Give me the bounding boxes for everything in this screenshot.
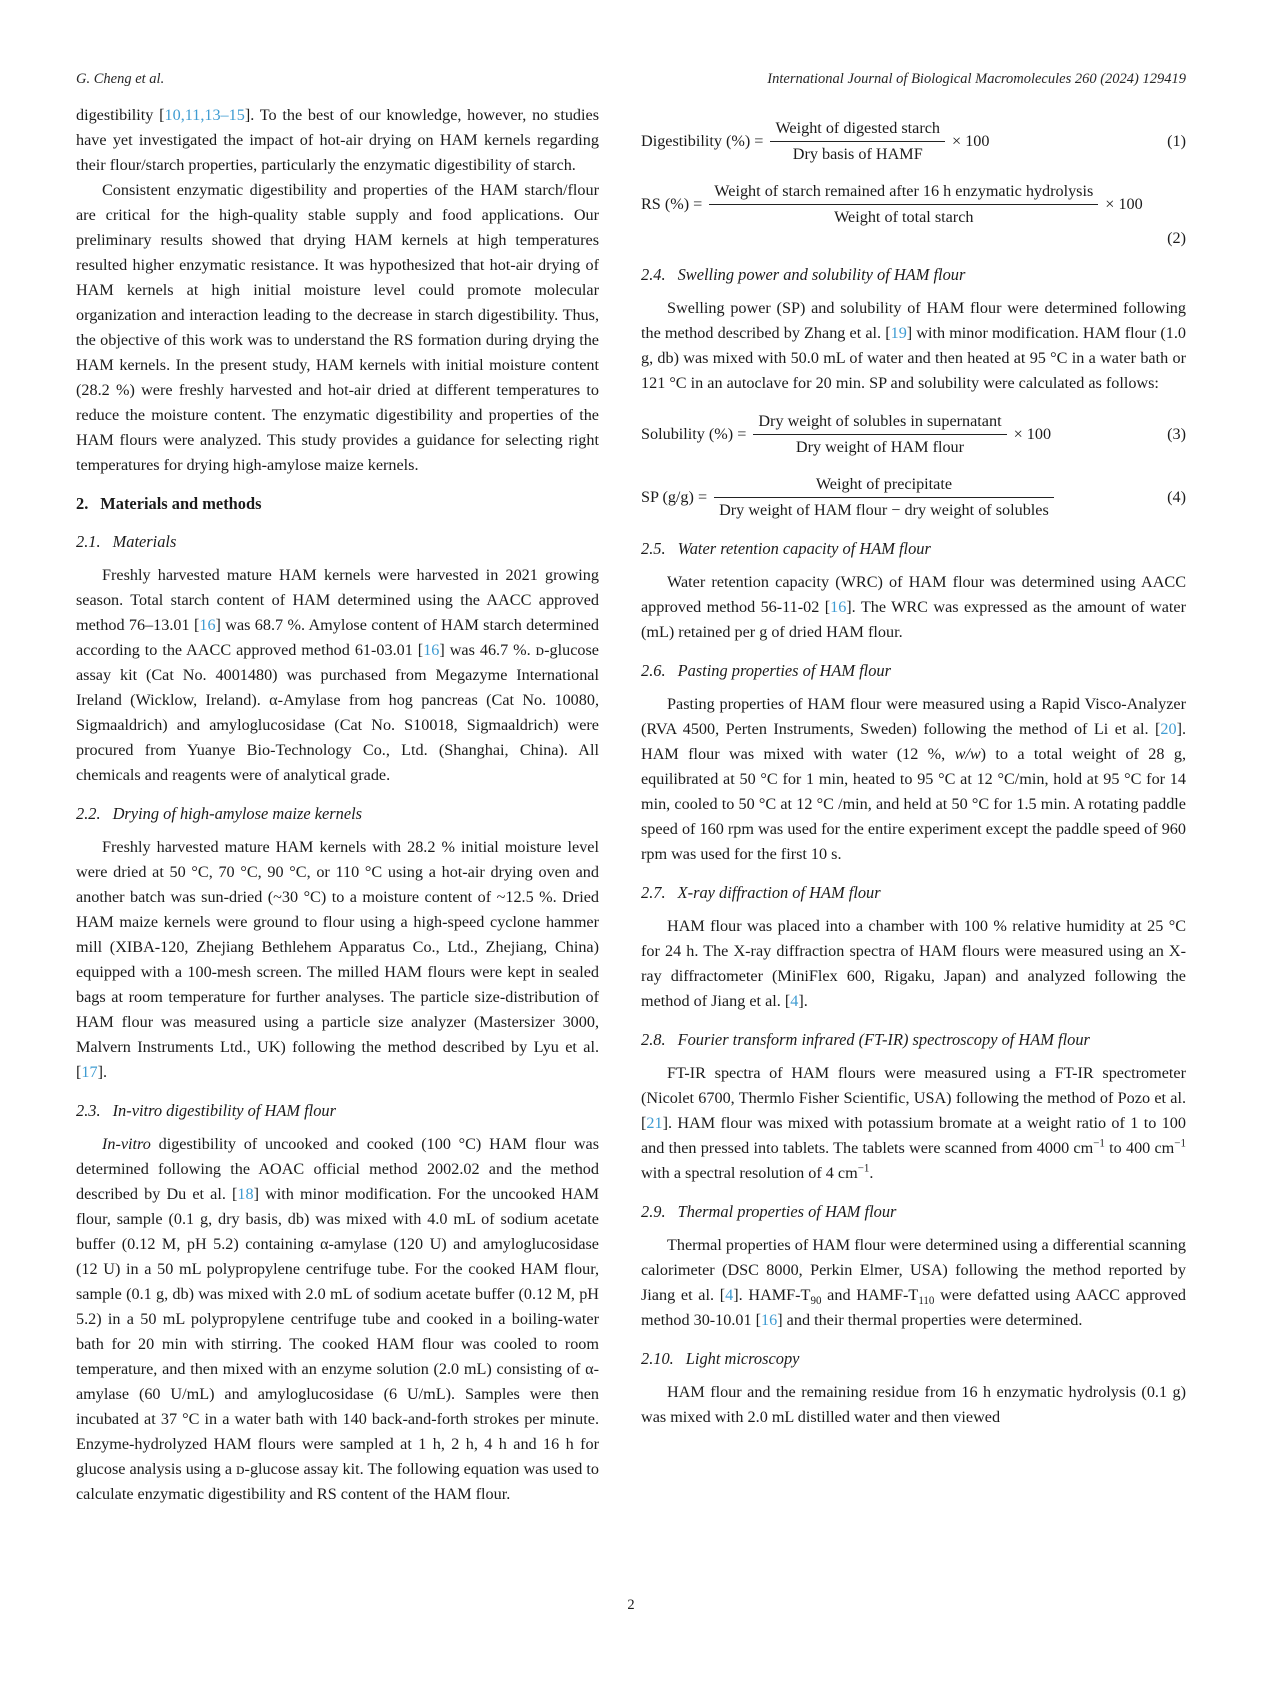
citation-link[interactable]: 16 [199,616,216,634]
equation-denominator: Weight of total starch [709,204,1098,229]
equation-denominator: Dry weight of HAM flour [753,434,1006,459]
subheading-swelling-power [641,262,1186,287]
equation-multiplier: × 100 [1105,195,1143,213]
subsection-title: Pasting properties of HAM flour [677,661,891,680]
subsection-title: Thermal properties of HAM flour [677,1202,897,1221]
paragraph-pasting-properties: Pasting properties of HAM flour were measured using a Rapid Visco-Analyzer (RVA 4500, Perten Instruments, Sweden) following the method of Li et al. [20]. HAM flour was mixed with water (12 %, w/w) to a total weight of 28 g, equilibrated at 50 °C for 1 min, heated to 95 °C at 12 °C/min, hold at 95 °C for 14 min, cooled to 50 °C at 12 °C /min, and held at 50 °C for 1.5 min. A rotating paddle speed of 160 rpm was used for the entire experiment except the paddle speed of 960 rpm was used for the first 10 s. [641,695,1186,863]
equation-swelling-power [641,473,1186,522]
subsection-number: 2.5. [641,539,666,558]
subheading-light-microscopy [641,1346,1186,1371]
equation-denominator: Dry basis of HAMF [770,141,945,166]
equation-number: (1) [1167,132,1186,150]
paragraph-swelling-power: Swelling power (SP) and solubility of HAM flour were determined following the method described by Zhang et al. [19] with minor modification. HAM flour (1.0 g, db) was mixed with 50.0 mL of water and then heated at 95 °C in a water bath or 121 °C in an autoclave for 20 min. SP and solubility were calculated as follows: [641,299,1187,392]
section-number: 2. [76,494,89,513]
heading-materials-and-methods [76,491,599,516]
subheading-xray-diffraction [641,880,1186,905]
equation-lhs: RS (%) = [641,195,703,213]
page-number: 2 [627,1597,635,1613]
subsection-title: Swelling power and solubility of HAM flour [677,265,966,284]
subheading-materials [76,529,599,554]
paragraph-xray-diffraction: HAM flour was placed into a chamber with 100 % relative humidity at 25 °C for 24 h. The X-ray diffraction spectra of HAM flours were measured using an X-ray diffractometer (MiniFlex 600, Rigaku, Japan) and analyzed following the method of Jiang et al. [4]. [641,917,1186,1010]
section-title: Materials and methods [100,494,262,513]
paragraph-water-retention: Water retention capacity (WRC) of HAM flour was determined using AACC approved method 56-11-02 [16]. The WRC was expressed as the amount of water (mL) retained per g of dried HAM flour. [641,573,1186,641]
paragraph-light-microscopy: HAM flour and the remaining residue from 16 h enzymatic hydrolysis (0.1 g) was mixed with 2.0 mL distilled water and then viewed [641,1383,1186,1426]
subsection-title: Drying of high-amylose maize kernels [112,804,363,823]
subsection-number: 2.9. [641,1202,666,1221]
subsection-title: Materials [112,532,177,551]
subheading-thermal-properties [641,1199,1186,1224]
subsection-number: 2.10. [641,1349,674,1368]
subsection-title: In-vitro digestibility of HAM flour [112,1101,336,1120]
paragraph-materials: Freshly harvested mature HAM kernels were harvested in 2021 growing season. Total starch content of HAM determined using the AACC approved method 76–13.01 [16] was 68.7 %. Amylose content of HAM starch determined according to the AACC approved method 61-03.01 [16] was 46.7 %. ᴅ-glucose assay kit (Cat No. 4001480) was purchased from Megazyme International Ireland (Wicklow, Ireland). α-Amylase from hog pancreas (Cat No. 10080, Sigmaaldrich) and amyloglucosidase (Cat No. S10018, Sigmaaldrich) were procured from Yuanye Bio-Technology Co., Ltd. (Shanghai, China). All chemicals and reagents were of analytical grade. [76,566,599,784]
equation-lhs: Solubility (%) = [641,425,747,443]
subheading-water-retention [641,536,1186,561]
citation-link[interactable]: 21 [646,1114,663,1132]
equation-numerator: Weight of digested starch [775,119,941,137]
subsection-title: Light microscopy [685,1349,800,1368]
citation-link[interactable]: 18 [237,1185,254,1203]
equation-multiplier: × 100 [952,132,990,150]
equation-rs [641,180,1186,229]
citation-link[interactable]: 16 [423,641,440,659]
equation-lhs: SP (g/g) = [641,488,708,506]
paragraph-intro-objective: Consistent enzymatic digestibility and properties of the HAM starch/flour are critical for the high-quality stable supply and food applications. Our preliminary results showed that drying HAM kernels at high temperatures resulted higher enzymatic resistance. It was hypothesized that hot-air drying of HAM kernels at high initial moisture level could promote molecular organization and interaction leading to the decrease in starch digestibility. Thus, the objective of this work was to understand the RS formation during drying the HAM kernels. In the present study, HAM kernels with initial moisture content (28.2 %) were freshly harvested and hot-air dried at different temperatures to reduce the moisture content. The enzymatic digestibility and properties of the HAM flours were analyzed. This study provides a guidance for selecting right temperatures for drying high-amylose maize kernels. [76,181,599,474]
equation-numerator: Dry weight of solubles in supernatant [758,412,1002,430]
equation-number: (3) [1167,425,1186,443]
subsection-title: Fourier transform infrared (FT-IR) spectroscopy of HAM flour [677,1030,1090,1049]
paragraph-intro-continuation: digestibility [10,11,13–15]. To the best of our knowledge, however, no studies have yet investigated the impact of hot-air drying on HAM kernels regarding their flour/starch properties, particularly the enzymatic digestibility of starch. [76,106,599,174]
subsection-number: 2.4. [641,265,666,284]
equation-numerator: Weight of starch remained after 16 h enzymatic hydrolysis [714,182,1094,200]
equation-lhs: Digestibility (%) = [641,132,764,150]
equation-numerator: Weight of precipitate [815,475,953,493]
citation-link[interactable]: 19 [890,324,907,342]
paragraph-in-vitro-digestibility: In-vitro digestibility of uncooked and cooked (100 °C) HAM flour was determined following the AOAC official method 2002.02 and the method described by Du et al. [18] with minor modification. For the uncooked HAM flour, sample (0.1 g, dry basis, db) was mixed with 4.0 mL of sodium acetate buffer (0.12 M, pH 5.2) containing α-amylase (120 U) and amyloglucosidase (12 U) in a 50 mL polypropylene centrifuge tube. For the cooked HAM flour, sample (0.1 g, db) was mixed with 2.0 mL of sodium acetate buffer (0.12 M, pH 5.2) in a 50 mL polypropylene centrifuge tube and cooked in a boiling-water bath for 20 min with stirring. The cooked HAM flour was cooled to room temperature, and then mixed with an enzyme solution (2.0 mL) consisting of α-amylase (60 U/mL) and amyloglucosidase (6 U/mL). Samples were then incubated at 37 °C in a water bath with 140 back-and-forth strokes per minute. Enzyme-hydrolyzed HAM flours were sampled at 1 h, 2 h, 4 h and 16 h for glucose analysis using a ᴅ-glucose assay kit. The following equation was used to calculate enzymatic digestibility and RS content of the HAM flour. [76,1135,599,1503]
running-header-journal: International Journal of Biological Macromolecules 260 (2024) 129419 [767,71,1186,87]
subheading-ftir-spectroscopy [641,1027,1186,1052]
equation-number: (4) [1167,488,1186,506]
equation-fraction [709,180,1098,229]
subsection-number: 2.1. [76,532,101,551]
subsection-number: 2.6. [641,661,666,680]
paragraph-thermal-properties: Thermal properties of HAM flour were determined using a differential scanning calorimeter (DSC 8000, Perkin Elmer, USA) following the method reported by Jiang et al. [4]. HAMF-$T_{90}$ and HAMF-$T_{110}$ were defatted using AACC approved method 30-10.01 [16] and their thermal properties were determined. [641,1236,1186,1329]
equation-fraction [753,410,1006,459]
equation-fraction [714,473,1054,522]
subsection-number: 2.8. [641,1030,666,1049]
subheading-in-vitro-digestibility [76,1098,599,1123]
subheading-pasting-properties [641,658,1186,683]
subsection-title: X-ray diffraction of HAM flour [677,883,881,902]
subsection-number: 2.3. [76,1101,101,1120]
paragraph-ftir-spectroscopy: FT-IR spectra of HAM flours were measured using a FT-IR spectrometer (Nicolet 6700, Thermlo Fisher Scientific, USA) following the method of Pozo et al. [21]. HAM flour was mixed with potassium bromate at a weight ratio of 1 to 100 and then pressed into tablets. The tablets were scanned from 4000 $cm^{-1}$ to 400 $cm^{-1}$ with a spectral resolution of 4 $cm^{-1}$. [641,1064,1186,1182]
subsection-title: Water retention capacity of HAM flour [677,539,931,558]
citation-link[interactable]: 16 [761,1311,778,1329]
citation-link[interactable]: 17 [81,1063,98,1081]
subsection-number: 2.7. [641,883,666,902]
citation-link[interactable]: 10,11,13–15 [164,106,245,124]
subheading-drying [76,801,599,826]
citation-link[interactable]: 20 [1160,720,1177,738]
citation-link[interactable]: 4 [790,992,799,1010]
equation-digestibility [641,117,1186,166]
subsection-number: 2.2. [76,804,101,823]
equation-denominator: Dry weight of HAM flour − dry weight of solubles [714,497,1054,522]
running-header [76,71,1186,88]
right-column [641,103,1186,1430]
equation-number: (2) [1167,229,1186,247]
citation-link[interactable]: 4 [725,1286,734,1304]
equation-solubility [641,410,1186,459]
citation-link[interactable]: 16 [830,598,847,616]
equation-multiplier: × 100 [1013,425,1052,443]
paragraph-drying: Freshly harvested mature HAM kernels with 28.2 % initial moisture level were dried at 50 °C, 70 °C, 90 °C, or 110 °C using a hot-air drying oven and another batch was sun-dried (~30 °C) to a moisture content of ~12.5 %. Dried HAM maize kernels were ground to flour using a high-speed cyclone hammer mill (XIBA-120, Zhejiang Bethlehem Apparatus Co., Ltd., Zhejiang, China) equipped with a 100-mesh screen. The milled HAM flours were kept in sealed bags at room temperature for further analyses. The particle size-distribution of HAM flour was measured using a particle size analyzer (Mastersizer 3000, Malvern Instruments Ltd., UK) following the method described by Lyu et al. [17]. [76,838,599,1081]
left-column [76,103,599,1507]
equation-fraction [770,117,945,166]
running-header-authors: G. Cheng et al. [76,71,165,87]
